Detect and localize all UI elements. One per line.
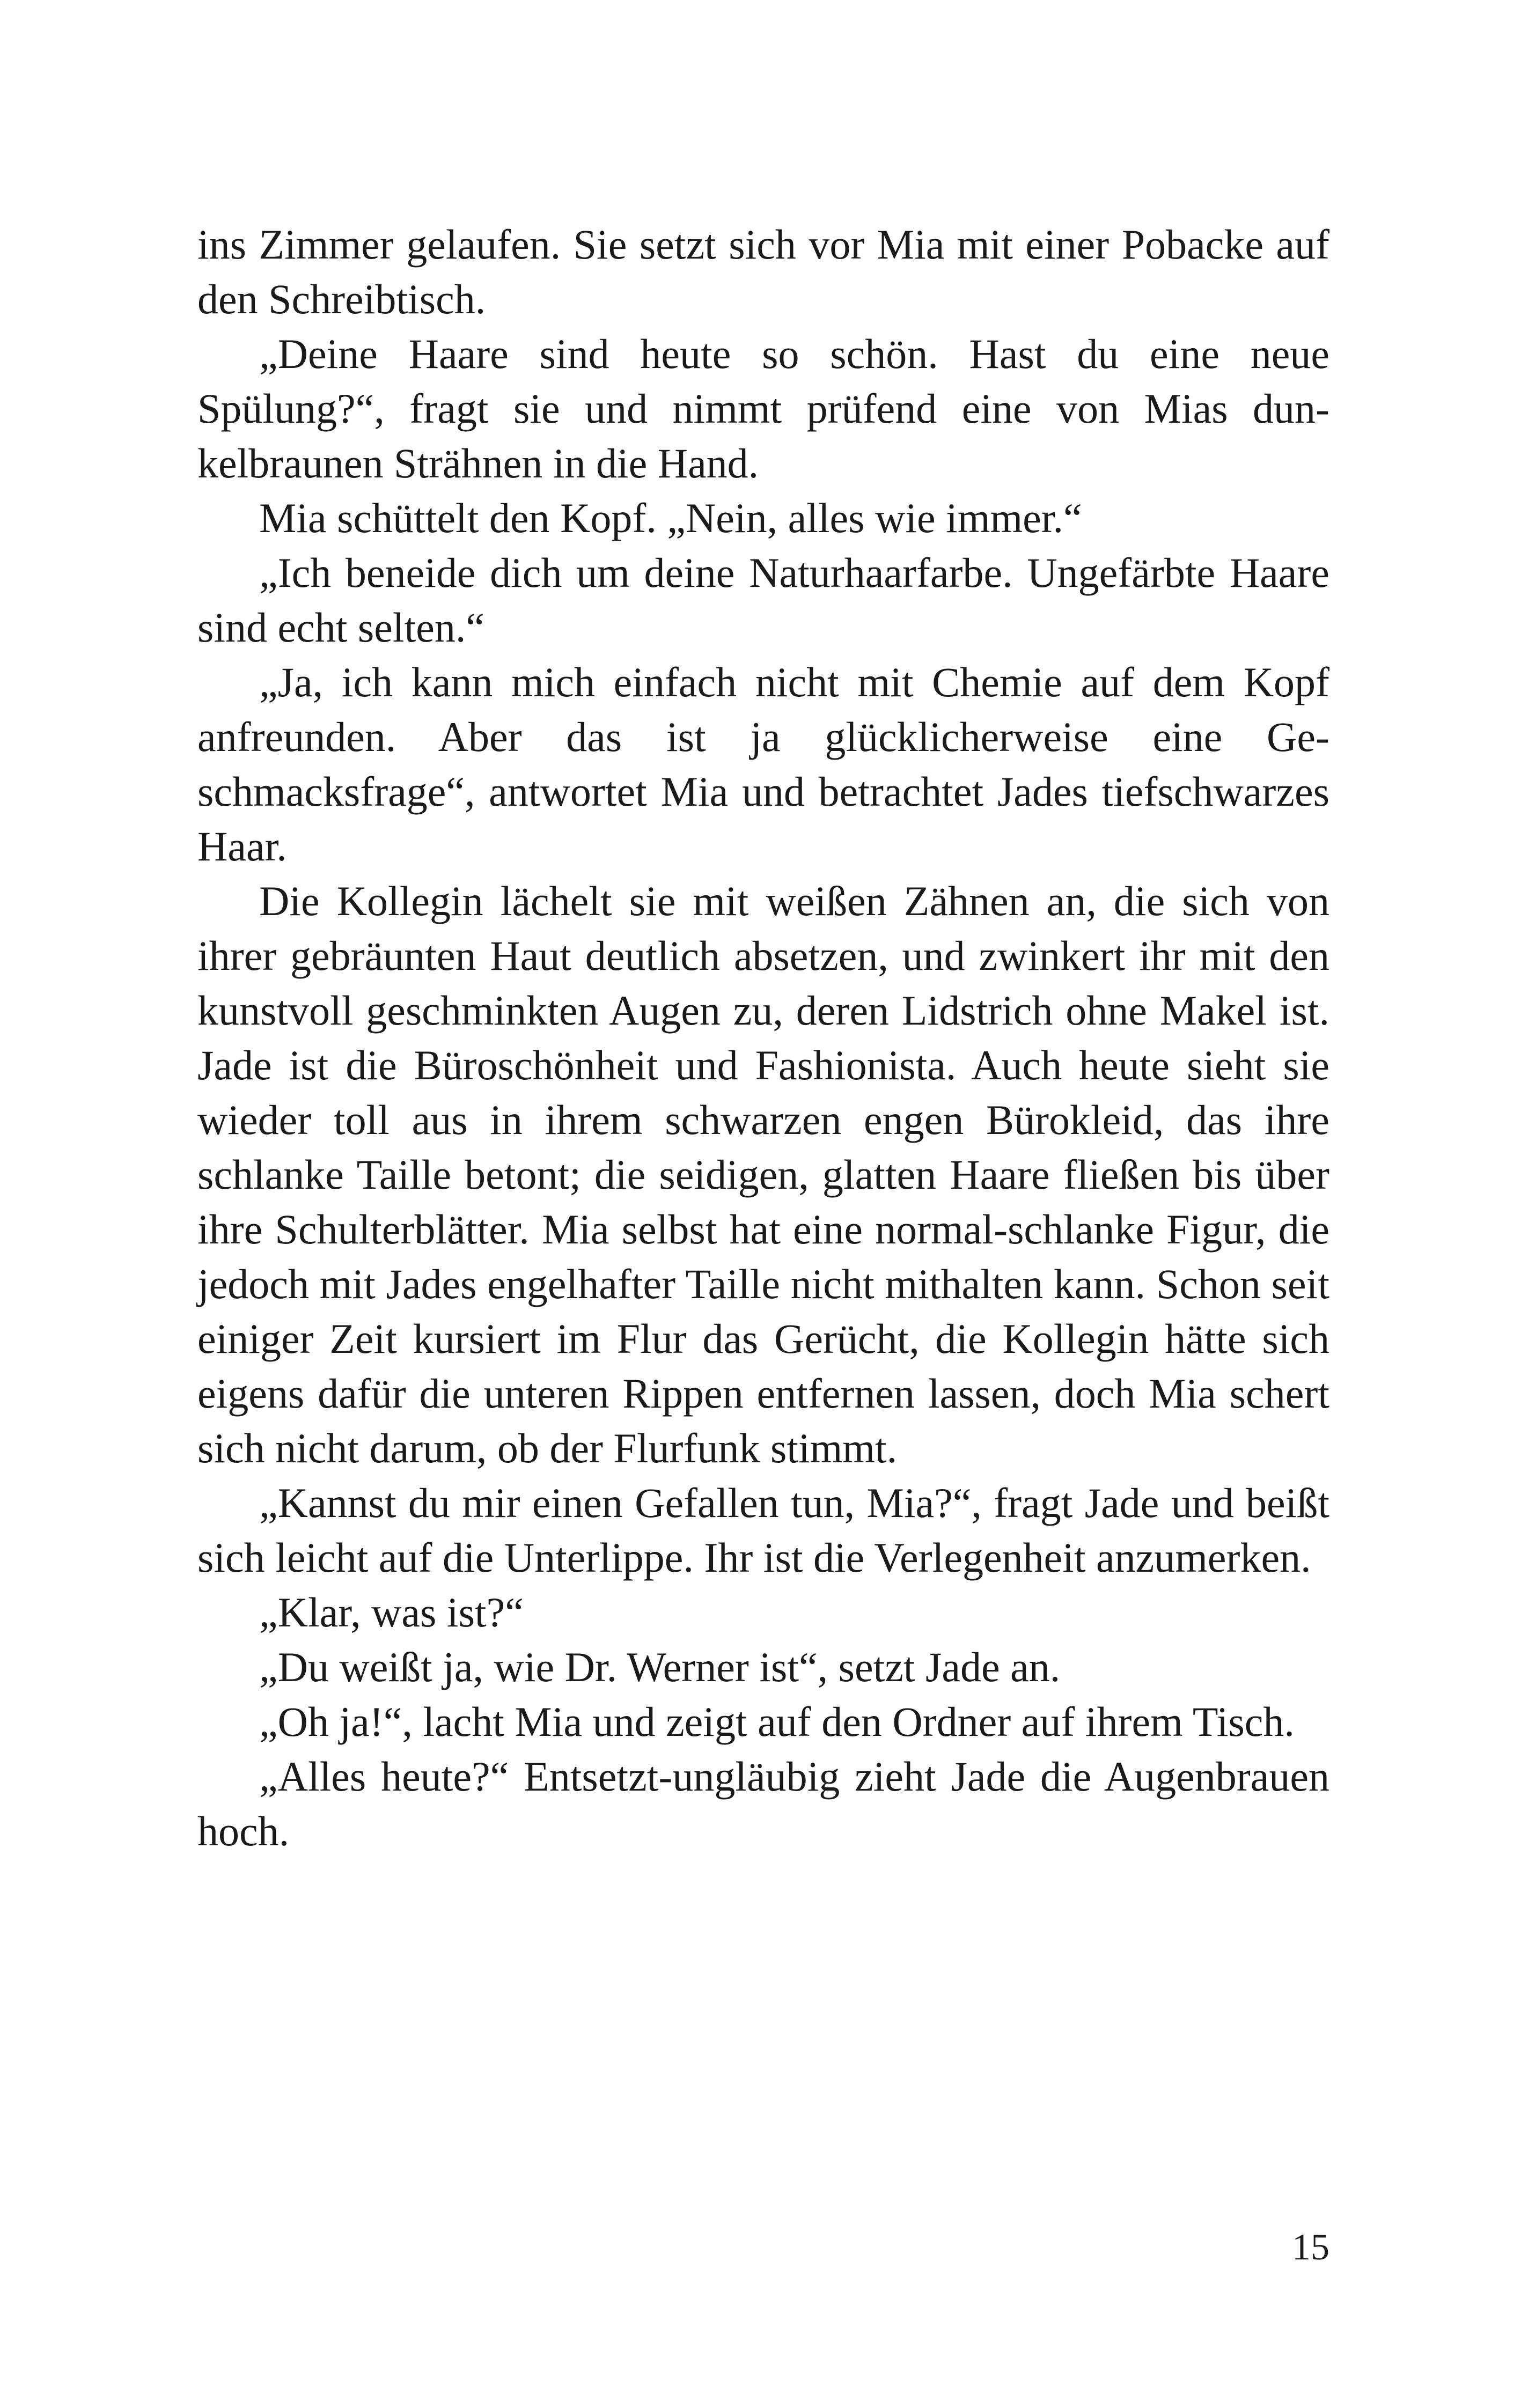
body-text: [197, 217, 1329, 1859]
page-number: 15: [1292, 2227, 1329, 2268]
paragraph: ins Zimmer gelaufen. Sie setzt sich vor Mia mit einer Pobacke auf den Schreibtisch.: [197, 221, 1329, 322]
paragraph: Die Kollegin lächelt sie mit weißen Zähnen an, die sich von ihrer gebräunten Haut deutlich absetzen, und zwinkert ihr mit den kunstvoll geschminkten Augen zu, deren Lidstrich ohne Makel ist. Jade ist die Büroschönheit und Fashionista. Auch heute sieht sie wieder toll aus in ihrem schwarzen engen Bürokleid, das ihre schlanke Taille betont; die seidigen, glatten Haare fließen bis über ihre Schulterblätter. Mia selbst hat eine normal-schlanke Figur, die jedoch mit Jades engelhafter Taille nicht mithalten kann. Schon seit einiger Zeit kursiert im Flur das Gerücht, die Kollegin hätte sich eigens dafür die unteren Rippen entfernen lassen, doch Mia schert sich nicht darum, ob der Flurfunk stimmt.: [197, 878, 1329, 1471]
paragraph: „Klar, was ist?“: [259, 1589, 524, 1636]
paragraph: Mia schüttelt den Kopf. „Nein, alles wie immer.“: [259, 495, 1082, 541]
paragraph: „Oh ja!“, lacht Mia und zeigt auf den Ordner auf ihrem Tisch.: [259, 1698, 1295, 1745]
paragraph: „Ja, ich kann mich einfach nicht mit Chemie auf dem Kopf anfreunden. Aber das ist ja glücklicherweise eine Geschmacksfrage“, antwortet Mia und betrachtet Jades tiefschwarzes Haar.: [197, 659, 1329, 870]
paragraph: „Du weißt ja, wie Dr. Werner ist“, setzt Jade an.: [259, 1644, 1061, 1690]
paragraph: „Alles heute?“ Entsetzt-ungläubig zieht Jade die Augenbrauen hoch.: [197, 1753, 1329, 1854]
paragraph: „Deine Haare sind heute so schön. Hast du eine neue Spülung?“, fragt sie und nimmt prüfend eine von Mias dunkelbraunen Strähnen in die Hand.: [197, 330, 1329, 487]
paragraph: „Ich beneide dich um deine Naturhaarfarbe. Ungefärbte Haare sind echt selten.“: [197, 549, 1329, 651]
paragraph: „Kannst du mir einen Gefallen tun, Mia?“, fragt Jade und beißt sich leicht auf die Unterlippe. Ihr ist die Verlegenheit anzumerken.: [197, 1479, 1329, 1581]
